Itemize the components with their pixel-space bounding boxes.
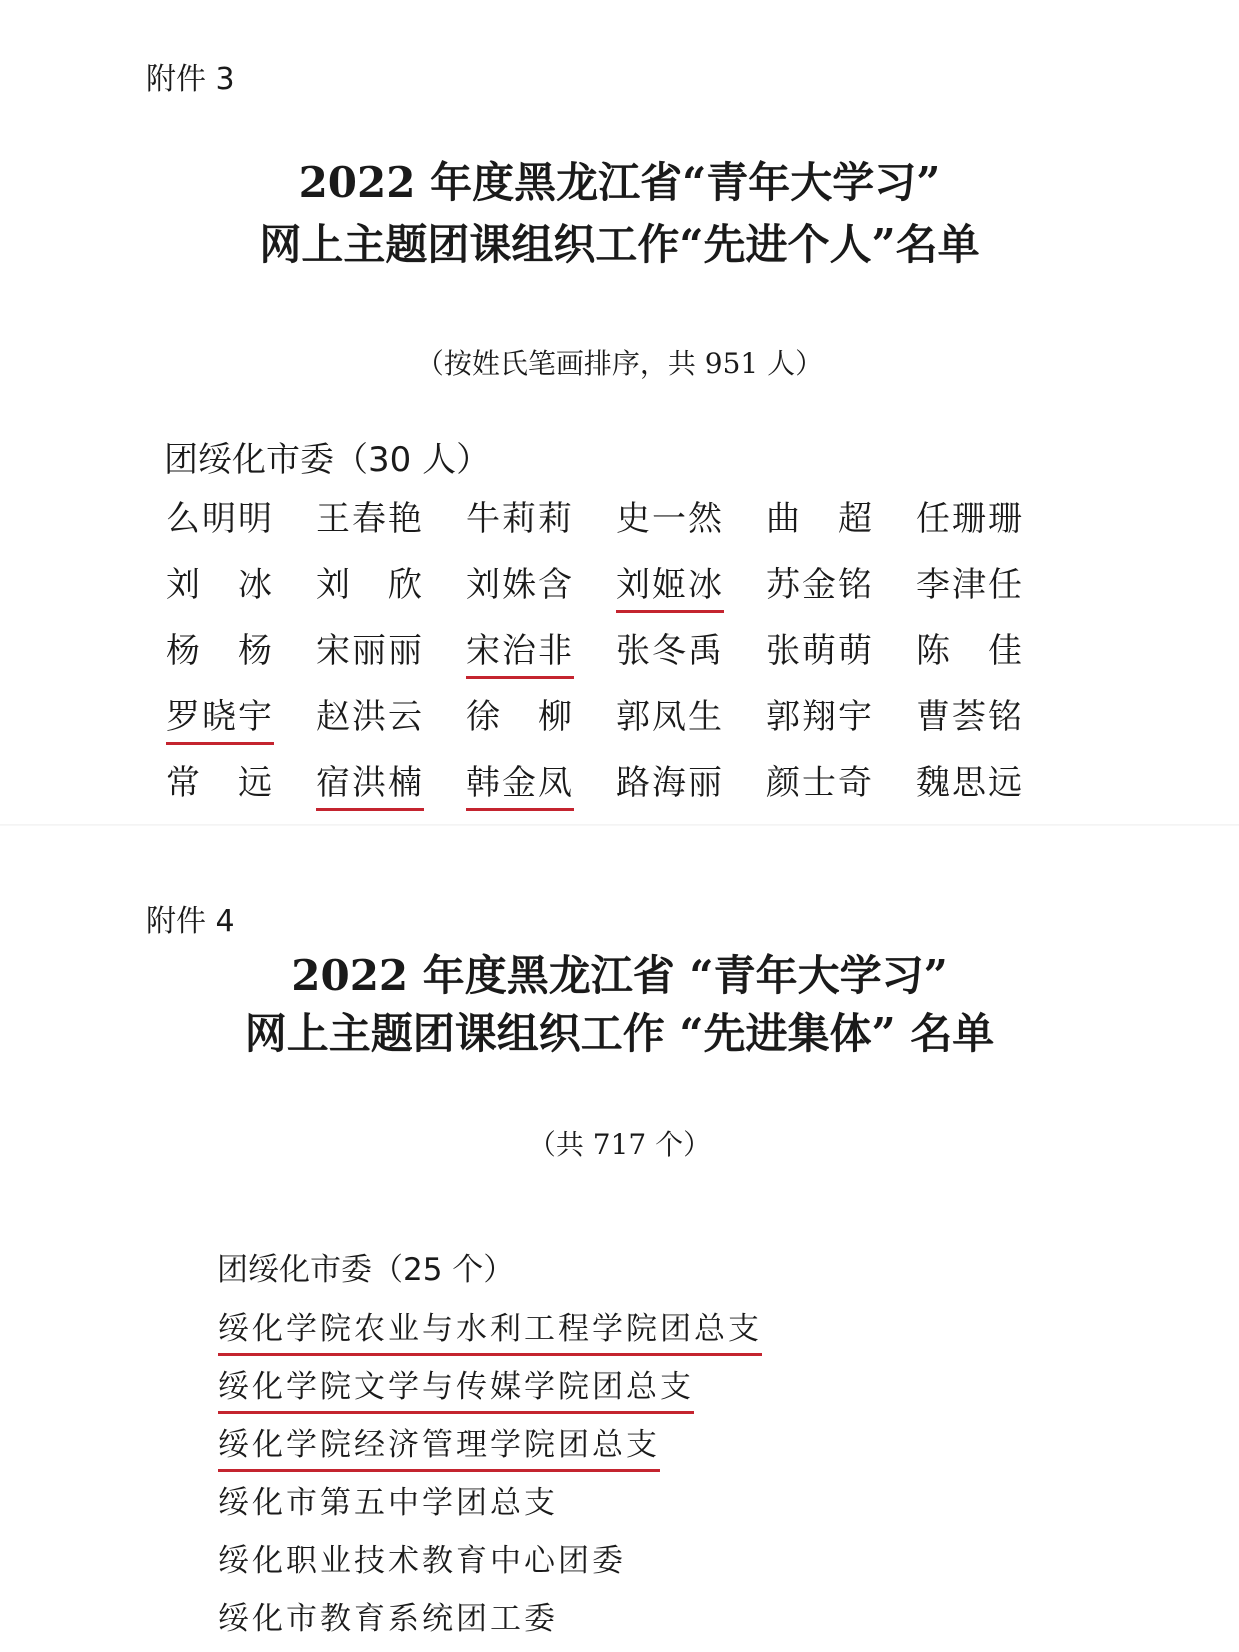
name-text: 魏思远: [916, 763, 1024, 803]
organization-name: 绥化学院文学与传媒学院团总支: [218, 1365, 694, 1414]
organization-entry: [218, 1300, 762, 1358]
name-entry: [166, 695, 316, 761]
organization-entry: [218, 1590, 762, 1648]
name-text: 张冬禹: [616, 631, 724, 671]
organization-name: 绥化职业技术教育中心团委: [218, 1543, 626, 1579]
name-entry: [766, 629, 916, 695]
name-entry: [316, 761, 466, 827]
name-text: 郭翔宇: [766, 697, 874, 737]
document-title-line-1: 2022 年度黑龙江省“青年大学习”: [298, 158, 941, 207]
name-entry: [916, 695, 1066, 761]
organization-entry: [218, 1416, 762, 1474]
name-text: 曲 超: [766, 499, 874, 539]
name-entry: [316, 695, 466, 761]
organization-entry: [218, 1358, 762, 1416]
document-title-line-2: 网上主题团课组织工作 “先进集体” 名单: [244, 1009, 995, 1058]
name-text: 罗晓宇: [166, 695, 274, 745]
organization-name: 绥化市教育系统团工委: [218, 1601, 558, 1637]
section-heading: 团绥化市委（30 人）: [164, 440, 491, 480]
attachment-label: 附件 4: [146, 904, 235, 939]
name-entry: [916, 761, 1066, 827]
name-text: 陈 佳: [916, 631, 1024, 671]
attachment-label: 附件 3: [146, 62, 235, 97]
name-entry: [916, 497, 1066, 563]
name-text: 王春艳: [316, 499, 424, 539]
name-text: 曹荟铭: [916, 697, 1024, 737]
name-text: 路海丽: [616, 763, 724, 803]
organization-name: 绥化学院经济管理学院团总支: [218, 1423, 660, 1472]
name-text: 牛莉莉: [466, 499, 574, 539]
name-entry: [166, 629, 316, 695]
name-entry: [916, 629, 1066, 695]
name-text: 史一然: [616, 499, 724, 539]
name-text: 徐 柳: [466, 697, 574, 737]
organization-name: 绥化市第五中学团总支: [218, 1485, 558, 1521]
organization-entry: [218, 1532, 762, 1590]
name-text: 李津任: [916, 565, 1024, 605]
name-text: 任珊珊: [916, 499, 1024, 539]
name-entry: [466, 497, 616, 563]
name-text: 刘姝含: [466, 565, 574, 605]
name-entry: [616, 695, 766, 761]
name-entry: [466, 761, 616, 827]
name-text: 刘姬冰: [616, 563, 724, 613]
name-entry: [316, 497, 466, 563]
name-entry: [766, 563, 916, 629]
name-text: 韩金凤: [466, 761, 574, 811]
sort-note: （按姓氏笔画排序，共 951 人）: [415, 347, 824, 380]
organization-list: [218, 1300, 762, 1648]
name-text: 宋治非: [466, 629, 574, 679]
count-note: （共 717 个）: [527, 1128, 712, 1161]
name-list: [166, 497, 1046, 827]
organization-name: 绥化学院农业与水利工程学院团总支: [218, 1307, 762, 1356]
name-text: 颜士奇: [766, 763, 874, 803]
name-text: 杨 杨: [166, 631, 274, 671]
name-text: 常 远: [166, 763, 274, 803]
name-text: 宿洪楠: [316, 761, 424, 811]
name-entry: [316, 629, 466, 695]
name-entry: [616, 563, 766, 629]
name-entry: [766, 761, 916, 827]
name-text: 宋丽丽: [316, 631, 424, 671]
name-entry: [166, 497, 316, 563]
section-heading: 团绥化市委（25 个）: [217, 1252, 515, 1288]
name-text: 赵洪云: [316, 697, 424, 737]
name-entry: [916, 563, 1066, 629]
name-text: 刘 冰: [166, 565, 274, 605]
name-entry: [166, 761, 316, 827]
name-entry: [616, 629, 766, 695]
name-text: 张萌萌: [766, 631, 874, 671]
name-text: 郭凤生: [616, 697, 724, 737]
name-text: 刘 欣: [316, 565, 424, 605]
organization-entry: [218, 1474, 762, 1532]
name-entry: [466, 695, 616, 761]
name-entry: [316, 563, 466, 629]
name-entry: [616, 497, 766, 563]
name-text: 么明明: [166, 499, 274, 539]
name-entry: [466, 629, 616, 695]
name-entry: [166, 563, 316, 629]
document-title-line-1: 2022 年度黑龙江省 “青年大学习”: [291, 951, 948, 1000]
name-entry: [766, 695, 916, 761]
name-text: 苏金铭: [766, 565, 874, 605]
name-entry: [466, 563, 616, 629]
name-entry: [766, 497, 916, 563]
name-entry: [616, 761, 766, 827]
document-title-line-2: 网上主题团课组织工作“先进个人”名单: [259, 220, 980, 269]
